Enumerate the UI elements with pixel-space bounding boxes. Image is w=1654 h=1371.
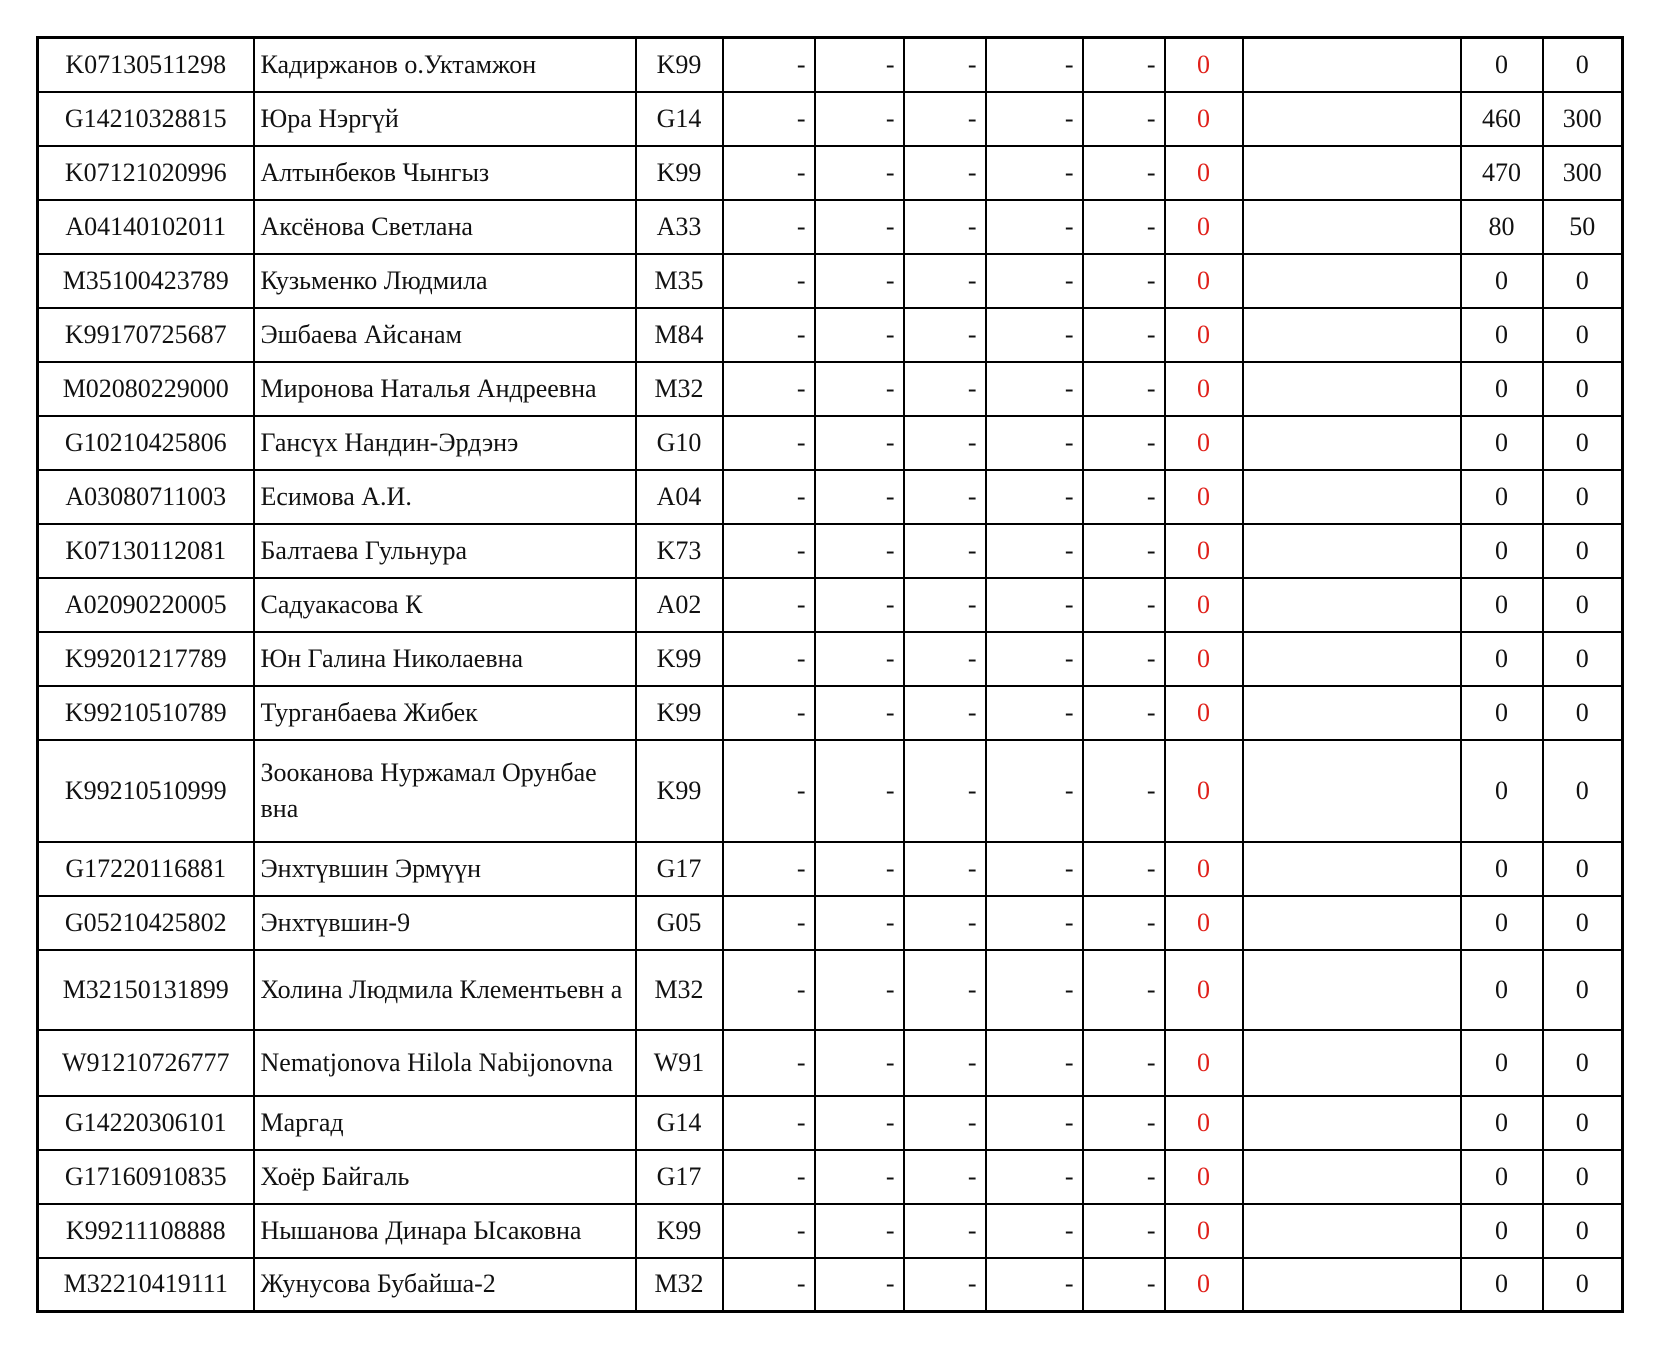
row-value1-cell: 0	[1461, 524, 1543, 578]
row-empty-cell	[1243, 524, 1461, 578]
table-row	[38, 146, 1623, 200]
row-code-cell: A02	[636, 578, 723, 632]
table-row	[38, 842, 1623, 896]
row-dash-cell: -	[986, 470, 1083, 524]
row-id-cell: M32210419111	[38, 1258, 254, 1312]
row-dash-cell: -	[986, 146, 1083, 200]
row-dash-cell: -	[723, 146, 815, 200]
row-value2-cell: 0	[1543, 308, 1623, 362]
row-code-cell: G14	[636, 92, 723, 146]
row-name-cell: Кузьменко Людмила	[254, 254, 636, 308]
row-empty-cell	[1243, 896, 1461, 950]
row-name-cell: Энхтүвшин-9	[254, 896, 636, 950]
table-row	[38, 1150, 1623, 1204]
row-dash-cell: -	[815, 1204, 904, 1258]
row-id-cell: K99210510999	[38, 740, 254, 842]
table-row	[38, 362, 1623, 416]
row-dash-cell: -	[986, 1258, 1083, 1312]
row-code-cell: K99	[636, 740, 723, 842]
row-dash-cell: -	[1083, 470, 1165, 524]
row-dash-cell: -	[815, 308, 904, 362]
row-empty-cell	[1243, 146, 1461, 200]
row-name-cell: Нышанова Динара Ысаковна	[254, 1204, 636, 1258]
row-value2-cell: 50	[1543, 200, 1623, 254]
row-dash-cell: -	[815, 416, 904, 470]
row-value1-cell: 0	[1461, 308, 1543, 362]
row-dash-cell: -	[723, 1150, 815, 1204]
row-name-cell: Nematjonova Hilola Nabijonovna	[254, 1030, 636, 1096]
row-name-cell: Кадиржанов о.Уктамжон	[254, 38, 636, 92]
row-dash-cell: -	[904, 1096, 986, 1150]
table-row	[38, 254, 1623, 308]
row-dash-cell: -	[904, 1258, 986, 1312]
row-dash-cell: -	[986, 254, 1083, 308]
row-zero-cell: 0	[1165, 950, 1243, 1030]
row-value1-cell: 0	[1461, 950, 1543, 1030]
row-code-cell: M32	[636, 362, 723, 416]
row-dash-cell: -	[1083, 200, 1165, 254]
row-empty-cell	[1243, 308, 1461, 362]
table-row	[38, 470, 1623, 524]
row-id-cell: K07130112081	[38, 524, 254, 578]
row-dash-cell: -	[815, 470, 904, 524]
row-empty-cell	[1243, 470, 1461, 524]
row-code-cell: K99	[636, 632, 723, 686]
row-zero-cell: 0	[1165, 524, 1243, 578]
row-id-cell: K99211108888	[38, 1204, 254, 1258]
row-dash-cell: -	[815, 146, 904, 200]
row-id-cell: M02080229000	[38, 362, 254, 416]
row-empty-cell	[1243, 950, 1461, 1030]
row-name-cell: Хоёр Байгаль	[254, 1150, 636, 1204]
row-code-cell: M32	[636, 950, 723, 1030]
row-dash-cell: -	[723, 1030, 815, 1096]
row-dash-cell: -	[815, 950, 904, 1030]
row-id-cell: K99210510789	[38, 686, 254, 740]
row-name-cell: Маргад	[254, 1096, 636, 1150]
row-name-cell: Эшбаева Айсанам	[254, 308, 636, 362]
row-id-cell: A03080711003	[38, 470, 254, 524]
row-value1-cell: 470	[1461, 146, 1543, 200]
row-dash-cell: -	[723, 38, 815, 92]
row-dash-cell: -	[815, 1096, 904, 1150]
table-row	[38, 92, 1623, 146]
row-dash-cell: -	[815, 1258, 904, 1312]
row-dash-cell: -	[1083, 1150, 1165, 1204]
row-name-cell: Жунусова Бубайша-2	[254, 1258, 636, 1312]
row-dash-cell: -	[815, 362, 904, 416]
row-value2-cell: 0	[1543, 842, 1623, 896]
row-dash-cell: -	[723, 842, 815, 896]
row-value1-cell: 0	[1461, 896, 1543, 950]
row-value2-cell: 0	[1543, 1030, 1623, 1096]
row-code-cell: K99	[636, 38, 723, 92]
row-dash-cell: -	[986, 200, 1083, 254]
row-dash-cell: -	[723, 524, 815, 578]
row-value1-cell: 0	[1461, 254, 1543, 308]
row-dash-cell: -	[815, 1150, 904, 1204]
row-code-cell: K99	[636, 686, 723, 740]
row-dash-cell: -	[1083, 632, 1165, 686]
row-dash-cell: -	[904, 146, 986, 200]
row-id-cell: K07130511298	[38, 38, 254, 92]
row-empty-cell	[1243, 1258, 1461, 1312]
row-dash-cell: -	[723, 200, 815, 254]
row-dash-cell: -	[815, 254, 904, 308]
row-dash-cell: -	[1083, 92, 1165, 146]
row-code-cell: K99	[636, 1204, 723, 1258]
row-value1-cell: 0	[1461, 470, 1543, 524]
row-dash-cell: -	[723, 362, 815, 416]
row-value2-cell: 0	[1543, 578, 1623, 632]
table-row	[38, 1030, 1623, 1096]
row-dash-cell: -	[986, 632, 1083, 686]
row-empty-cell	[1243, 416, 1461, 470]
table-row	[38, 1258, 1623, 1312]
row-dash-cell: -	[904, 416, 986, 470]
row-id-cell: G10210425806	[38, 416, 254, 470]
row-empty-cell	[1243, 1204, 1461, 1258]
row-empty-cell	[1243, 632, 1461, 686]
row-dash-cell: -	[1083, 950, 1165, 1030]
row-empty-cell	[1243, 842, 1461, 896]
table-row	[38, 200, 1623, 254]
table-row	[38, 416, 1623, 470]
row-dash-cell: -	[723, 470, 815, 524]
row-dash-cell: -	[723, 1096, 815, 1150]
table-row	[38, 524, 1623, 578]
row-value1-cell: 0	[1461, 842, 1543, 896]
row-dash-cell: -	[986, 740, 1083, 842]
row-zero-cell: 0	[1165, 842, 1243, 896]
row-value2-cell: 0	[1543, 524, 1623, 578]
row-code-cell: M84	[636, 308, 723, 362]
row-dash-cell: -	[815, 92, 904, 146]
row-dash-cell: -	[986, 1204, 1083, 1258]
row-empty-cell	[1243, 362, 1461, 416]
row-dash-cell: -	[815, 578, 904, 632]
row-dash-cell: -	[723, 1258, 815, 1312]
row-zero-cell: 0	[1165, 92, 1243, 146]
row-code-cell: A33	[636, 200, 723, 254]
row-dash-cell: -	[1083, 1204, 1165, 1258]
row-code-cell: G14	[636, 1096, 723, 1150]
table-row	[38, 1096, 1623, 1150]
row-zero-cell: 0	[1165, 254, 1243, 308]
row-value2-cell: 0	[1543, 1096, 1623, 1150]
table-row	[38, 686, 1623, 740]
row-dash-cell: -	[986, 842, 1083, 896]
row-value2-cell: 300	[1543, 146, 1623, 200]
row-empty-cell	[1243, 1150, 1461, 1204]
row-name-cell: Балтаева Гульнура	[254, 524, 636, 578]
table-body	[38, 38, 1623, 1312]
row-value2-cell: 0	[1543, 686, 1623, 740]
results-table	[36, 36, 1624, 1313]
row-dash-cell: -	[815, 524, 904, 578]
row-dash-cell: -	[1083, 254, 1165, 308]
row-id-cell: G17160910835	[38, 1150, 254, 1204]
row-value1-cell: 460	[1461, 92, 1543, 146]
row-zero-cell: 0	[1165, 38, 1243, 92]
row-dash-cell: -	[986, 1030, 1083, 1096]
row-name-cell: Энхтүвшин Эрмүүн	[254, 842, 636, 896]
row-id-cell: K99170725687	[38, 308, 254, 362]
row-dash-cell: -	[904, 842, 986, 896]
row-value1-cell: 0	[1461, 1030, 1543, 1096]
row-code-cell: G17	[636, 842, 723, 896]
row-zero-cell: 0	[1165, 308, 1243, 362]
row-code-cell: G10	[636, 416, 723, 470]
row-id-cell: G17220116881	[38, 842, 254, 896]
row-dash-cell: -	[723, 92, 815, 146]
row-zero-cell: 0	[1165, 578, 1243, 632]
row-value1-cell: 0	[1461, 38, 1543, 92]
row-dash-cell: -	[904, 686, 986, 740]
row-dash-cell: -	[904, 38, 986, 92]
row-dash-cell: -	[723, 740, 815, 842]
row-dash-cell: -	[904, 308, 986, 362]
row-dash-cell: -	[815, 896, 904, 950]
table-row	[38, 1204, 1623, 1258]
row-empty-cell	[1243, 38, 1461, 92]
row-dash-cell: -	[904, 1204, 986, 1258]
row-dash-cell: -	[1083, 842, 1165, 896]
row-dash-cell: -	[723, 632, 815, 686]
table-row	[38, 578, 1623, 632]
row-empty-cell	[1243, 200, 1461, 254]
row-value1-cell: 0	[1461, 1150, 1543, 1204]
row-value1-cell: 0	[1461, 362, 1543, 416]
row-dash-cell: -	[986, 1150, 1083, 1204]
row-value1-cell: 0	[1461, 686, 1543, 740]
row-name-cell: Алтынбеков Чынгыз	[254, 146, 636, 200]
row-zero-cell: 0	[1165, 362, 1243, 416]
row-value1-cell: 0	[1461, 1096, 1543, 1150]
row-id-cell: G14220306101	[38, 1096, 254, 1150]
row-zero-cell: 0	[1165, 470, 1243, 524]
row-id-cell: A02090220005	[38, 578, 254, 632]
row-dash-cell: -	[815, 632, 904, 686]
row-name-cell: Гансүх Нандин-Эрдэнэ	[254, 416, 636, 470]
row-dash-cell: -	[986, 416, 1083, 470]
row-dash-cell: -	[1083, 686, 1165, 740]
row-dash-cell: -	[986, 896, 1083, 950]
row-dash-cell: -	[904, 740, 986, 842]
row-value2-cell: 0	[1543, 1258, 1623, 1312]
row-name-cell: Юн Галина Николаевна	[254, 632, 636, 686]
row-dash-cell: -	[815, 38, 904, 92]
row-dash-cell: -	[986, 686, 1083, 740]
row-dash-cell: -	[986, 524, 1083, 578]
row-dash-cell: -	[815, 740, 904, 842]
row-dash-cell: -	[986, 92, 1083, 146]
row-dash-cell: -	[815, 842, 904, 896]
row-code-cell: W91	[636, 1030, 723, 1096]
row-zero-cell: 0	[1165, 686, 1243, 740]
row-name-cell: Есимова А.И.	[254, 470, 636, 524]
row-value1-cell: 0	[1461, 632, 1543, 686]
row-zero-cell: 0	[1165, 1204, 1243, 1258]
row-code-cell: M35	[636, 254, 723, 308]
row-name-cell: Юра Нэргүй	[254, 92, 636, 146]
row-value2-cell: 300	[1543, 92, 1623, 146]
row-id-cell: K99201217789	[38, 632, 254, 686]
table-row	[38, 896, 1623, 950]
row-value1-cell: 0	[1461, 578, 1543, 632]
row-dash-cell: -	[904, 896, 986, 950]
row-dash-cell: -	[1083, 578, 1165, 632]
table-row	[38, 740, 1623, 842]
row-id-cell: A04140102011	[38, 200, 254, 254]
row-dash-cell: -	[986, 308, 1083, 362]
row-zero-cell: 0	[1165, 896, 1243, 950]
row-id-cell: G05210425802	[38, 896, 254, 950]
row-zero-cell: 0	[1165, 416, 1243, 470]
row-value1-cell: 0	[1461, 416, 1543, 470]
row-value1-cell: 0	[1461, 740, 1543, 842]
row-value2-cell: 0	[1543, 254, 1623, 308]
row-empty-cell	[1243, 1030, 1461, 1096]
row-dash-cell: -	[723, 950, 815, 1030]
row-value1-cell: 0	[1461, 1204, 1543, 1258]
row-dash-cell: -	[1083, 308, 1165, 362]
row-value2-cell: 0	[1543, 632, 1623, 686]
table-row	[38, 38, 1623, 92]
row-name-cell: Аксёнова Светлана	[254, 200, 636, 254]
row-value2-cell: 0	[1543, 362, 1623, 416]
row-dash-cell: -	[1083, 740, 1165, 842]
row-dash-cell: -	[904, 254, 986, 308]
row-value2-cell: 0	[1543, 896, 1623, 950]
row-dash-cell: -	[904, 578, 986, 632]
row-value2-cell: 0	[1543, 950, 1623, 1030]
row-empty-cell	[1243, 740, 1461, 842]
row-value2-cell: 0	[1543, 38, 1623, 92]
row-empty-cell	[1243, 686, 1461, 740]
row-dash-cell: -	[986, 362, 1083, 416]
row-zero-cell: 0	[1165, 1096, 1243, 1150]
row-dash-cell: -	[1083, 1258, 1165, 1312]
row-id-cell: W91210726777	[38, 1030, 254, 1096]
row-code-cell: K73	[636, 524, 723, 578]
table-row	[38, 950, 1623, 1030]
row-dash-cell: -	[986, 950, 1083, 1030]
table-row	[38, 308, 1623, 362]
row-dash-cell: -	[1083, 524, 1165, 578]
row-code-cell: A04	[636, 470, 723, 524]
row-zero-cell: 0	[1165, 740, 1243, 842]
row-dash-cell: -	[986, 1096, 1083, 1150]
row-dash-cell: -	[904, 92, 986, 146]
row-dash-cell: -	[723, 896, 815, 950]
row-id-cell: M35100423789	[38, 254, 254, 308]
table-row	[38, 632, 1623, 686]
row-empty-cell	[1243, 1096, 1461, 1150]
row-dash-cell: -	[815, 1030, 904, 1096]
row-dash-cell: -	[1083, 1096, 1165, 1150]
row-value2-cell: 0	[1543, 1204, 1623, 1258]
row-dash-cell: -	[815, 200, 904, 254]
row-value1-cell: 0	[1461, 1258, 1543, 1312]
row-zero-cell: 0	[1165, 1150, 1243, 1204]
row-dash-cell: -	[904, 1150, 986, 1204]
row-dash-cell: -	[1083, 416, 1165, 470]
row-zero-cell: 0	[1165, 1030, 1243, 1096]
row-dash-cell: -	[723, 578, 815, 632]
row-name-cell: Зооканова Нуржамал Орунбае вна	[254, 740, 636, 842]
row-dash-cell: -	[723, 254, 815, 308]
row-dash-cell: -	[723, 308, 815, 362]
row-zero-cell: 0	[1165, 1258, 1243, 1312]
row-dash-cell: -	[986, 578, 1083, 632]
row-zero-cell: 0	[1165, 146, 1243, 200]
row-dash-cell: -	[986, 38, 1083, 92]
row-value2-cell: 0	[1543, 470, 1623, 524]
row-zero-cell: 0	[1165, 632, 1243, 686]
row-id-cell: K07121020996	[38, 146, 254, 200]
row-value2-cell: 0	[1543, 416, 1623, 470]
row-code-cell: G05	[636, 896, 723, 950]
row-dash-cell: -	[1083, 362, 1165, 416]
row-dash-cell: -	[1083, 38, 1165, 92]
row-value1-cell: 80	[1461, 200, 1543, 254]
row-code-cell: K99	[636, 146, 723, 200]
row-dash-cell: -	[904, 632, 986, 686]
row-dash-cell: -	[904, 362, 986, 416]
row-dash-cell: -	[904, 524, 986, 578]
row-value2-cell: 0	[1543, 1150, 1623, 1204]
row-zero-cell: 0	[1165, 200, 1243, 254]
row-code-cell: G17	[636, 1150, 723, 1204]
row-name-cell: Холина Людмила Клементьевн а	[254, 950, 636, 1030]
row-id-cell: M32150131899	[38, 950, 254, 1030]
row-dash-cell: -	[1083, 1030, 1165, 1096]
row-dash-cell: -	[904, 470, 986, 524]
row-name-cell: Турганбаева Жибек	[254, 686, 636, 740]
row-dash-cell: -	[904, 1030, 986, 1096]
row-empty-cell	[1243, 578, 1461, 632]
row-dash-cell: -	[723, 686, 815, 740]
row-dash-cell: -	[723, 416, 815, 470]
row-code-cell: M32	[636, 1258, 723, 1312]
row-dash-cell: -	[904, 200, 986, 254]
row-dash-cell: -	[1083, 896, 1165, 950]
row-name-cell: Миронова Наталья Андреевна	[254, 362, 636, 416]
row-dash-cell: -	[904, 950, 986, 1030]
row-empty-cell	[1243, 254, 1461, 308]
row-name-cell: Садуакасова К	[254, 578, 636, 632]
row-id-cell: G14210328815	[38, 92, 254, 146]
row-empty-cell	[1243, 92, 1461, 146]
row-dash-cell: -	[815, 686, 904, 740]
row-value2-cell: 0	[1543, 740, 1623, 842]
row-dash-cell: -	[723, 1204, 815, 1258]
row-dash-cell: -	[1083, 146, 1165, 200]
